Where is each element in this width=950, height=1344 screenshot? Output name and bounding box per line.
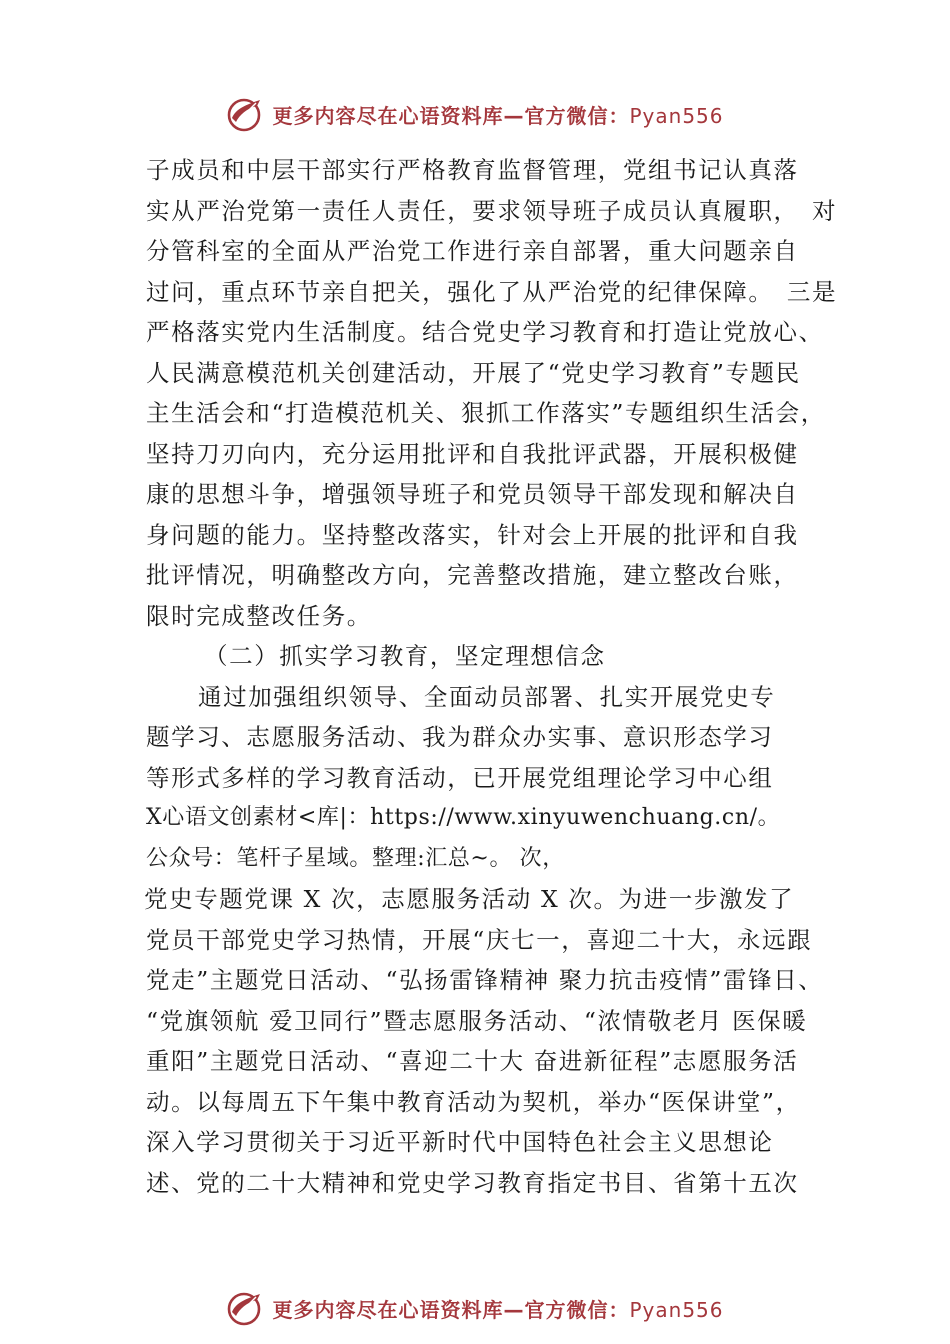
body-line: 限时完成整改任务。 [146,601,372,630]
para-line: 述、党的二十大精神和党史学习教育指定书目、省第十五次 [146,1168,799,1197]
pen-logo-icon [226,94,266,134]
pen-logo-icon [226,1288,266,1328]
para-line: 党史专题党课 X 次，志愿服务活动 X 次。为进一步激发了 [144,885,795,913]
body-line: 人民满意模范机关创建活动，开展了“党史学习教育”专题民 [146,358,801,387]
para-line: 深入学习贯彻关于习近平新时代中国特色社会主义思想论 [146,1128,774,1156]
para-line: 重阳”主题党日活动、“喜迎二十大 奋进新征程”志愿服务活 [146,1047,799,1075]
footer-watermark [0,1286,950,1330]
body-line: 实从严治党第一责任人责任，要求领导班子成员认真履职， 对 [146,196,838,225]
body-line: 康的思想斗争，增强领导班子和党员领导干部发现和解决自 [146,480,799,508]
para-line: X心语文创素材<库|：https://www.xinyuwenchuang.cn/。 [146,805,781,830]
document-body [144,150,838,1203]
body-line: 过问，重点环节亲自把关，强化了从严治党的纪律保障。 三是 [146,277,838,306]
para-line: 通过加强组织领导、全面动员部署、扎实开展党史专 [198,682,776,711]
body-line: 子成员和中层干部实行严格教育监督管理，党组书记认真落 [146,156,799,184]
para-line: 公众号：笔杆子星域。整理:汇总~。 次， [146,845,565,871]
body-line: 严格落实党内生活制度。结合党史学习教育和打造让党放心、 [146,318,824,346]
body-line: 主生活会和“打造模范机关、狠抓工作落实”专题组织生活会， [146,399,826,427]
body-line: 身问题的能力。坚持整改落实，针对会上开展的批评和自我 [146,520,799,549]
para-line: 党员干部党史学习热情，开展“庆七一，喜迎二十大，永远跟 [146,925,813,954]
header-watermark [0,92,950,136]
section-heading: （二）抓实学习教育，坚定理想信念 [204,642,606,670]
para-line: 题学习、志愿服务活动、我为群众办实事、意识形态学习 [146,723,774,751]
para-line: “党旗领航 爱卫同行”暨志愿服务活动、“浓情敬老月 医保暖 [146,1006,808,1035]
header-watermark-text: 更多内容尽在心语资料库—官方微信：Pyan556 [272,103,724,128]
body-line: 批评情况，明确整改方向，完善整改措施，建立整改台账， [146,561,799,589]
footer-watermark-text: 更多内容尽在心语资料库—官方微信：Pyan556 [272,1297,724,1322]
body-line: 坚持刀刃向内，充分运用批评和自我批评武器，开展积极健 [146,439,799,468]
body-line: 分管科室的全面从严治党工作进行亲自部署，重大问题亲自 [146,237,799,265]
para-line: 党走”主题党日活动、“弘扬雷锋精神 聚力抗击疫情”雷锋日、 [146,966,824,994]
para-line: 动。以每周五下午集中教育活动为契机，举办“医保讲堂”， [146,1087,801,1116]
para-line: 等形式多样的学习教育活动，已开展党组理论学习中心组 [146,763,774,792]
